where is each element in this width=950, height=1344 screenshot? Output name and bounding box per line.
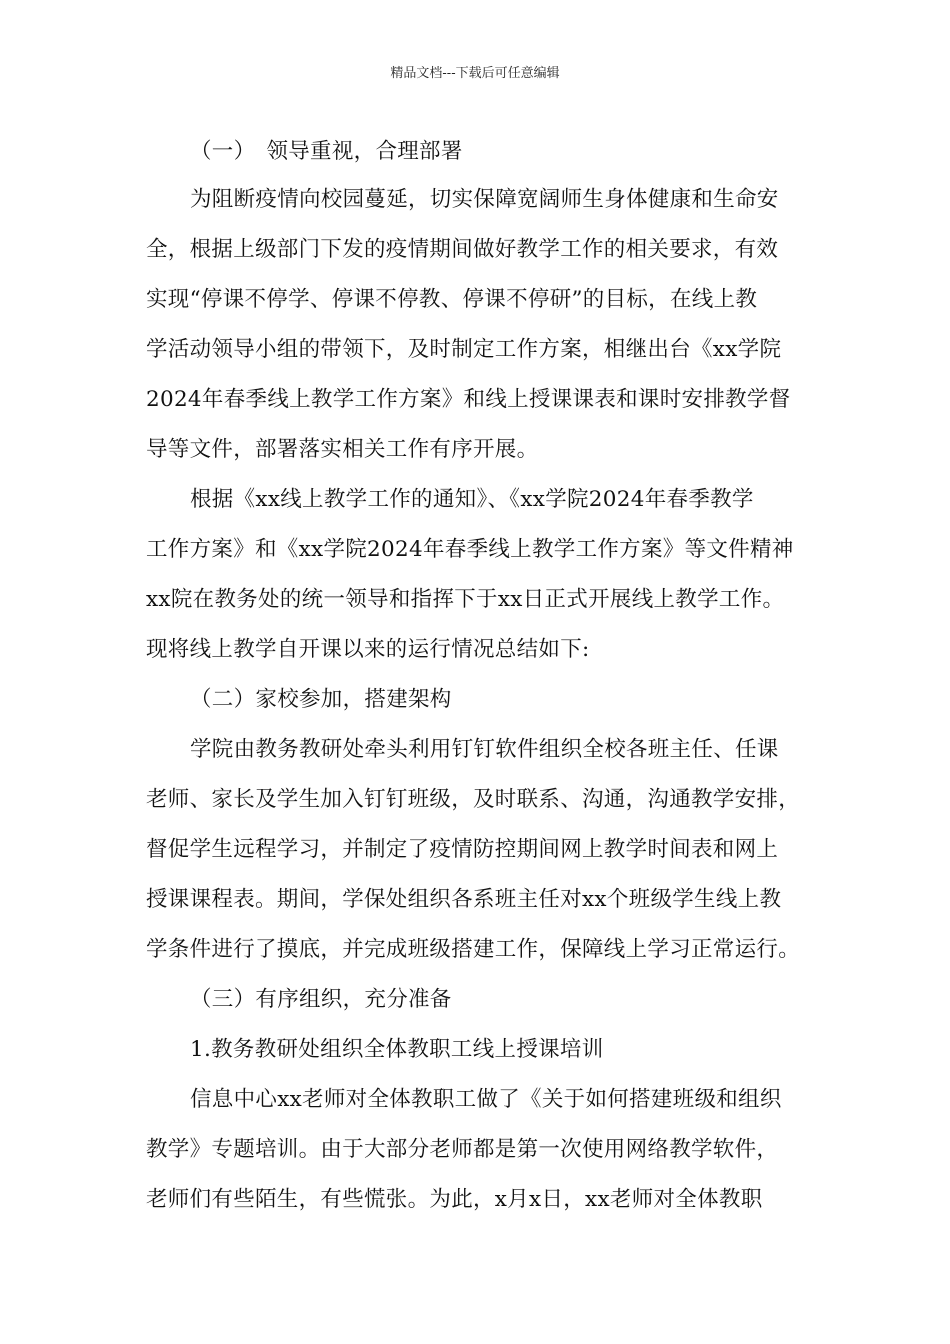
paragraph-line: 导等文件，部署落实相关工作有序开展。 [146, 437, 539, 462]
paragraph-line: 现将线上教学自开课以来的运行情况总结如下: [146, 637, 590, 662]
paragraph-line: 实现“停课不停学、停课不停教、停课不停研”的目标，在线上教 [146, 287, 758, 312]
page-header: 精品文档---下载后可任意编辑 [390, 66, 560, 81]
paragraph-line: 2024年春季线上教学工作方案》和线上授课课表和课时安排教学督 [146, 387, 791, 412]
paragraph-line: 根据《xx线上教学工作的通知》、《xx学院2024年春季教学 [190, 487, 754, 512]
section-heading-2: （二）家校参加，搭建架构 [190, 687, 452, 712]
paragraph-line: 授课课程表。期间，学保处组织各系班主任对xx个班级学生线上教 [146, 887, 782, 912]
paragraph-line: 教学》专题培训。由于大部分老师都是第一次使用网络教学软件， [146, 1137, 779, 1162]
paragraph-line: 学活动领导小组的带领下，及时制定工作方案，相继出台《xx学院 [146, 337, 782, 362]
paragraph-line: 学条件进行了摸底，并完成班级搭建工作，保障线上学习正常运行。 [146, 937, 801, 962]
subsection-heading: 1.教务教研处组织全体教职工线上授课培训 [190, 1037, 604, 1062]
paragraph-line: 老师们有些陌生，有些慌张。为此，x月x日，xx老师对全体教职 [146, 1187, 763, 1212]
paragraph-line: xx院在教务处的统一领导和指挥下于xx日正式开展线上教学工作。 [146, 587, 785, 612]
paragraph-line: 为阻断疫情向校园蔓延，切实保障宽阔师生身体健康和生命安 [190, 187, 779, 212]
paragraph-line: 信息中心xx老师对全体教职工做了《关于如何搭建班级和组织 [190, 1087, 782, 1112]
paragraph-line: 学院由教务教研处牵头利用钉钉软件组织全校各班主任、任课 [190, 737, 779, 762]
paragraph-line: 老师、家长及学生加入钉钉班级，及时联系、沟通，沟通教学安排， [146, 787, 801, 812]
section-heading-1: （一） 领导重视，合理部署 [190, 139, 463, 164]
paragraph-line: 督促学生远程学习，并制定了疫情防控期间网上教学时间表和网上 [146, 837, 779, 862]
section-heading-3: （三）有序组织，充分准备 [190, 987, 452, 1012]
paragraph-line: 全，根据上级部门下发的疫情期间做好教学工作的相关要求，有效 [146, 237, 779, 262]
paragraph-line: 工作方案》和《xx学院2024年春季线上教学工作方案》等文件精神 [146, 537, 794, 562]
